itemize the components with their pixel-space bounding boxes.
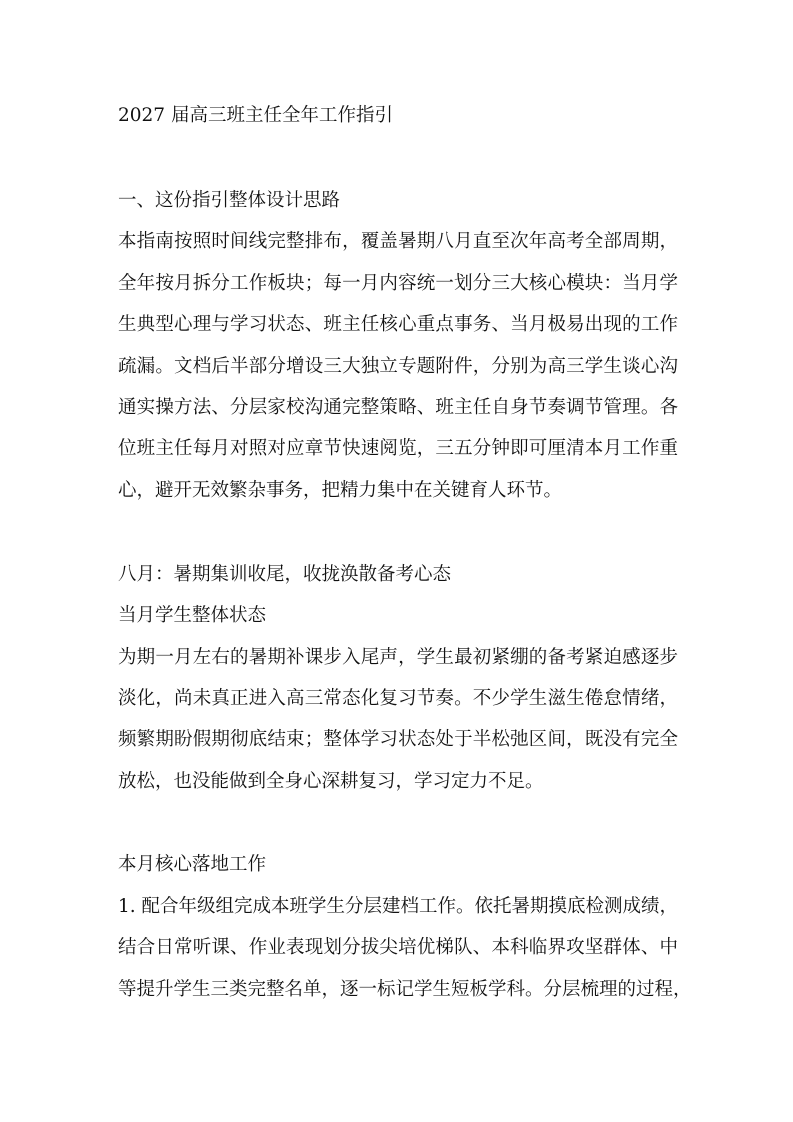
paragraph-line: 放松，也没能做到全身心深耕复习，学习定力不足。 <box>118 771 544 792</box>
paragraph-line: 1. 配合年级组完成本班学生分层建档工作。依托暑期摸底检测成绩， <box>118 896 679 917</box>
paragraph-line: 结合日常听课、作业表现划分拔尖培优梯队、本科临界攻坚群体、中 <box>118 937 678 958</box>
paragraph-line: 疏漏。文档后半部分增设三大独立专题附件，分别为高三学生谈心沟 <box>118 356 678 377</box>
paragraph-line: 等提升学生三类完整名单，逐一标记学生短板学科。分层梳理的过程， <box>118 979 692 1000</box>
paragraph-line: 频繁期盼假期彻底结束；整体学习状态处于半松弛区间，既没有完全 <box>118 729 678 750</box>
paragraph-line: 本指南按照时间线完整排布，覆盖暑期八月直至次年高考全部周期， <box>118 231 678 252</box>
paragraph-line: 淡化，尚未真正进入高三常态化复习节奏。不少学生滋生倦怠情绪， <box>118 688 678 709</box>
paragraph-line: 通实操方法、分层家校沟通完整策略、班主任自身节奏调节管理。各 <box>118 397 678 418</box>
paragraph-line: 心，避开无效繁杂事务，把精力集中在关键育人环节。 <box>118 480 563 501</box>
section-heading: 一、这份指引整体设计思路 <box>118 190 341 211</box>
document-title: 2027 届高三班主任全年工作指引 <box>118 105 393 126</box>
paragraph-line: 位班主任每月对照对应章节快速阅览，三五分钟即可厘清本月工作重 <box>118 438 678 459</box>
month-heading: 八月：暑期集训收尾，收拢涣散备考心态 <box>118 564 452 585</box>
subheading: 本月核心落地工作 <box>118 854 267 875</box>
paragraph-line: 全年按月拆分工作板块；每一月内容统一划分三大核心模块：当月学 <box>118 273 678 294</box>
subheading: 当月学生整体状态 <box>118 605 267 626</box>
paragraph-line: 为期一月左右的暑期补课步入尾声，学生最初紧绷的备考紧迫感逐步 <box>118 647 678 668</box>
paragraph-line: 生典型心理与学习状态、班主任核心重点事务、当月极易出现的工作 <box>118 314 678 335</box>
